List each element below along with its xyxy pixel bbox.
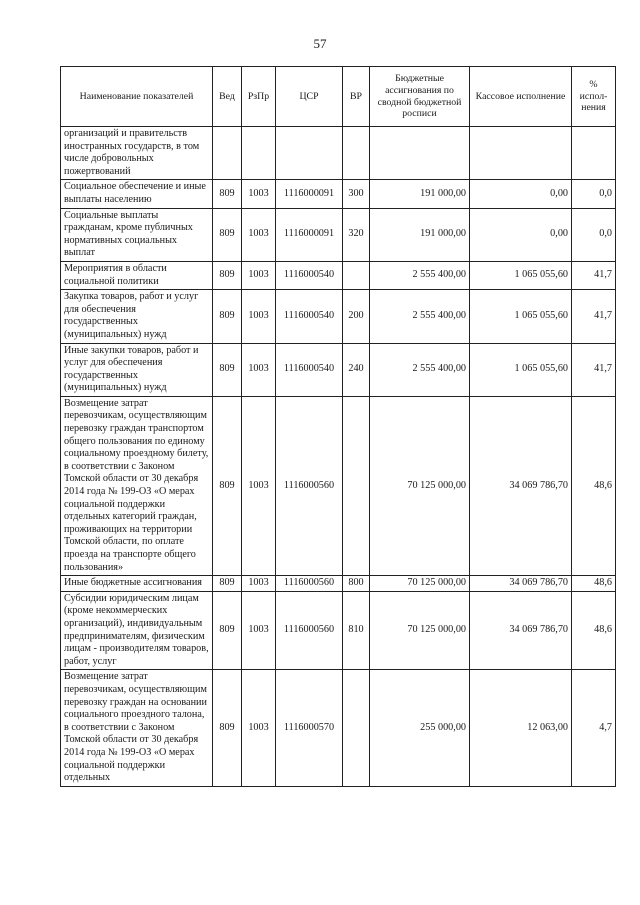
table-row — [61, 343, 616, 396]
cell-percent: 4,7 — [572, 670, 616, 786]
cell-cash: 34 069 786,70 — [470, 396, 572, 575]
cell-csr: 1116000570 — [276, 670, 343, 786]
cell-ved: 809 — [213, 290, 242, 343]
table-row — [61, 290, 616, 343]
cell-rzpr: 1003 — [242, 208, 276, 261]
header-percent: % испол-нения — [572, 67, 616, 127]
cell-percent: 48,6 — [572, 396, 616, 575]
cell-budget: 2 555 400,00 — [370, 343, 470, 396]
cell-budget: 70 125 000,00 — [370, 576, 470, 592]
cell-budget: 70 125 000,00 — [370, 591, 470, 670]
cell-rzpr: 1003 — [242, 180, 276, 208]
cell-csr: 1116000560 — [276, 396, 343, 575]
cell-cash: 1 065 055,60 — [470, 261, 572, 289]
cell-percent: 41,7 — [572, 343, 616, 396]
cell-cash: 0,00 — [470, 180, 572, 208]
cell-name: организаций и правительств иностранных государств, в том числе добровольных пожертвований — [61, 127, 213, 180]
cell-ved — [213, 127, 242, 180]
table-row — [61, 396, 616, 575]
cell-csr: 1116000540 — [276, 261, 343, 289]
header-rzpr: РзПр — [242, 67, 276, 127]
cell-vr: 300 — [343, 180, 370, 208]
table-body — [61, 127, 616, 787]
cell-ved: 809 — [213, 343, 242, 396]
cell-percent: 48,6 — [572, 591, 616, 670]
cell-name: Иные бюджетные ассигнования — [61, 576, 213, 592]
cell-cash: 1 065 055,60 — [470, 290, 572, 343]
cell-ved: 809 — [213, 576, 242, 592]
cell-csr: 1116000091 — [276, 180, 343, 208]
header-ved: Вед — [213, 67, 242, 127]
cell-budget: 70 125 000,00 — [370, 396, 470, 575]
page-number: 57 — [313, 36, 327, 51]
cell-budget: 255 000,00 — [370, 670, 470, 786]
table-row — [61, 127, 616, 180]
table-row — [61, 208, 616, 261]
table-row — [61, 180, 616, 208]
cell-budget — [370, 127, 470, 180]
cell-ved: 809 — [213, 261, 242, 289]
cell-csr: 1116000091 — [276, 208, 343, 261]
cell-name: Социальное обеспечение и иные выплаты населению — [61, 180, 213, 208]
cell-name: Закупка товаров, работ и услуг для обеспечения государственных (муниципальных) нужд — [61, 290, 213, 343]
cell-csr: 1116000560 — [276, 576, 343, 592]
cell-percent — [572, 127, 616, 180]
cell-budget: 2 555 400,00 — [370, 290, 470, 343]
cell-rzpr: 1003 — [242, 576, 276, 592]
cell-ved: 809 — [213, 180, 242, 208]
cell-vr — [343, 261, 370, 289]
cell-vr: 800 — [343, 576, 370, 592]
cell-rzpr: 1003 — [242, 290, 276, 343]
cell-ved: 809 — [213, 591, 242, 670]
cell-rzpr: 1003 — [242, 396, 276, 575]
cell-percent: 0,0 — [572, 180, 616, 208]
cell-rzpr: 1003 — [242, 343, 276, 396]
budget-execution-table — [60, 66, 616, 787]
cell-cash: 34 069 786,70 — [470, 591, 572, 670]
cell-name: Возмещение затрат перевозчикам, осуществляющим перевозку граждан транспортом общего пользования по единому социальному проездному билету, в соответствии с Законом Томской области от 30 декабря 2014 года № 199-ОЗ «О мерах социальной поддержки отдельных категорий граждан, проживающих на территории Томской области, по оплате проезда на транспорте общего пользования» — [61, 396, 213, 575]
cell-rzpr — [242, 127, 276, 180]
cell-name: Возмещение затрат перевозчикам, осуществляющим перевозку граждан на основании социального проездного талона, в соответствии с Законом Томской области от 30 декабря 2014 года № 199-ОЗ «О мерах социальной поддержки отдельных — [61, 670, 213, 786]
cell-vr: 240 — [343, 343, 370, 396]
header-budget: Бюджетные ассигнования по сводной бюджетной росписи — [370, 67, 470, 127]
cell-ved: 809 — [213, 208, 242, 261]
header-vr: ВР — [343, 67, 370, 127]
cell-vr — [343, 127, 370, 180]
cell-cash: 0,00 — [470, 208, 572, 261]
cell-percent: 41,7 — [572, 261, 616, 289]
table-row — [61, 591, 616, 670]
cell-cash: 12 063,00 — [470, 670, 572, 786]
cell-cash — [470, 127, 572, 180]
cell-rzpr: 1003 — [242, 670, 276, 786]
cell-rzpr: 1003 — [242, 591, 276, 670]
cell-cash: 1 065 055,60 — [470, 343, 572, 396]
cell-csr: 1116000560 — [276, 591, 343, 670]
cell-vr: 200 — [343, 290, 370, 343]
table-header-row — [61, 67, 616, 127]
cell-csr: 1116000540 — [276, 290, 343, 343]
cell-budget: 191 000,00 — [370, 180, 470, 208]
cell-name: Субсидии юридическим лицам (кроме некоммерческих организаций), индивидуальным предпринимателям, физическим лицам - производителям товаров, работ, услуг — [61, 591, 213, 670]
cell-ved: 809 — [213, 670, 242, 786]
cell-percent: 0,0 — [572, 208, 616, 261]
table-row — [61, 261, 616, 289]
cell-rzpr: 1003 — [242, 261, 276, 289]
cell-vr: 810 — [343, 591, 370, 670]
header-csr: ЦСР — [276, 67, 343, 127]
cell-name: Мероприятия в области социальной политики — [61, 261, 213, 289]
cell-vr: 320 — [343, 208, 370, 261]
cell-name: Социальные выплаты гражданам, кроме публичных нормативных социальных выплат — [61, 208, 213, 261]
table-row — [61, 576, 616, 592]
table-row — [61, 670, 616, 786]
cell-csr: 1116000540 — [276, 343, 343, 396]
cell-percent: 48,6 — [572, 576, 616, 592]
cell-budget: 2 555 400,00 — [370, 261, 470, 289]
cell-name: Иные закупки товаров, работ и услуг для обеспечения государственных (муниципальных) нужд — [61, 343, 213, 396]
cell-csr — [276, 127, 343, 180]
cell-vr — [343, 670, 370, 786]
cell-cash: 34 069 786,70 — [470, 576, 572, 592]
cell-vr — [343, 396, 370, 575]
cell-percent: 41,7 — [572, 290, 616, 343]
header-name: Наименование показателей — [61, 67, 213, 127]
cell-ved: 809 — [213, 396, 242, 575]
header-cash: Кассовое исполнение — [470, 67, 572, 127]
cell-budget: 191 000,00 — [370, 208, 470, 261]
